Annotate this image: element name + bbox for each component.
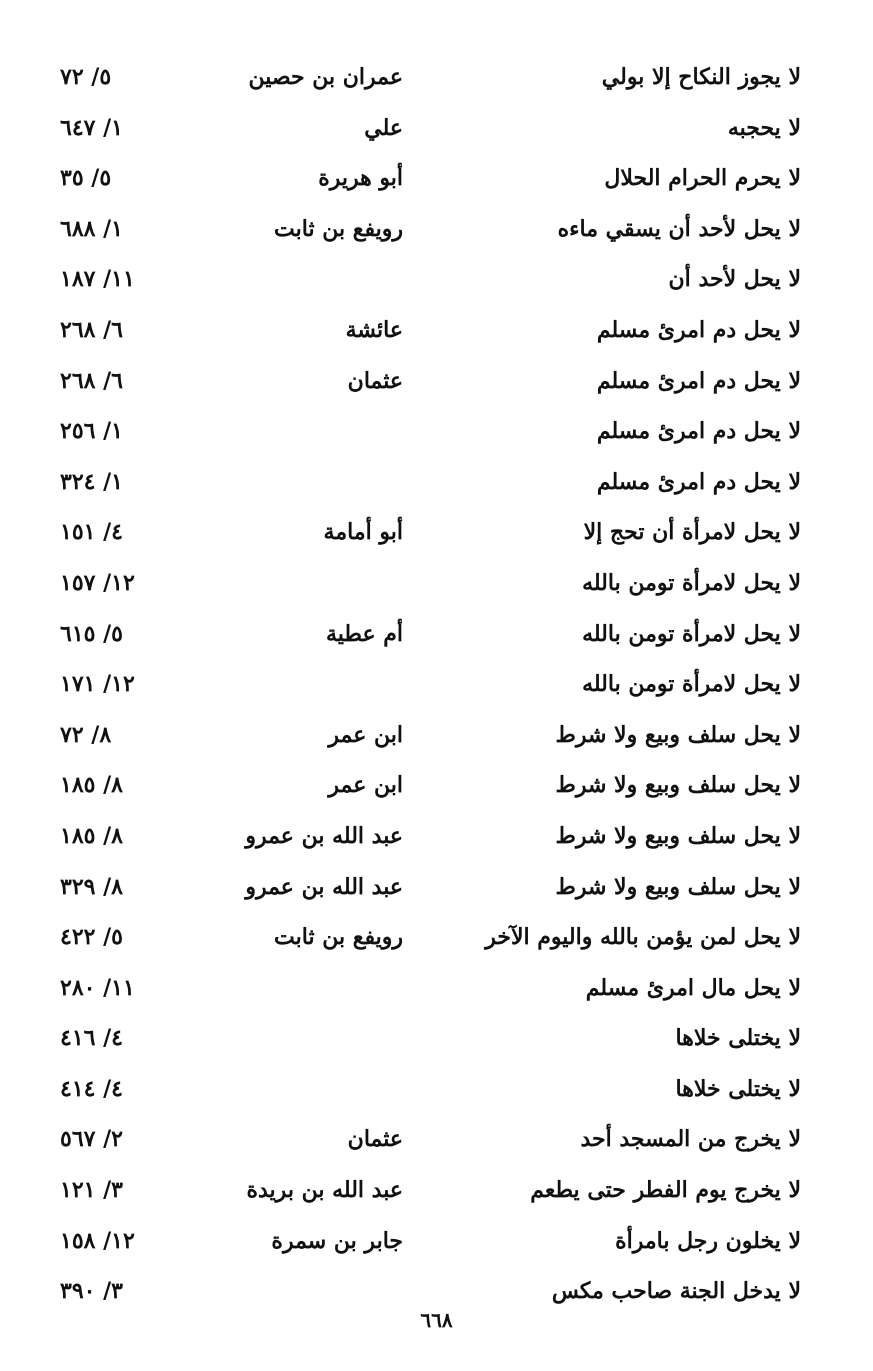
volume-page-reference: ١٢/ ١٥٨ <box>60 1227 135 1254</box>
hadith-text: لا يدخل الجنة صاحب مكس <box>551 1278 801 1305</box>
list-item <box>0 760 873 811</box>
narrator-name: عبد الله بن عمرو <box>245 873 403 900</box>
list-item <box>0 1114 873 1165</box>
page-number: ٦٦٨ <box>420 1308 453 1332</box>
volume-page-reference: ٤/ ٤١٦ <box>60 1025 123 1052</box>
hadith-text: لا يحرم الحرام الحلال <box>604 165 801 192</box>
list-item <box>0 1064 873 1115</box>
list-item <box>0 912 873 963</box>
list-item <box>0 1216 873 1267</box>
narrator-name: عائشة <box>345 316 403 343</box>
narrator-name: عمران بن حصين <box>248 64 403 90</box>
volume-page-reference: ١/ ٦٨٨ <box>60 215 123 242</box>
hadith-text: لا يحل دم امرئ مسلم <box>596 367 801 394</box>
hadith-text: لا يختلى خلاها <box>675 1075 801 1102</box>
narrator-name: علي <box>364 114 403 141</box>
list-item <box>0 558 873 609</box>
volume-page-reference: ٥/ ٦١٥ <box>60 620 123 647</box>
list-item <box>0 1165 873 1216</box>
hadith-index-list <box>0 52 873 1317</box>
volume-page-reference: ٤/ ١٥١ <box>60 519 123 546</box>
volume-page-reference: ٣/ ١٢١ <box>60 1177 123 1204</box>
list-item <box>0 204 873 255</box>
narrator-name: عثمان <box>347 367 403 394</box>
list-item <box>0 507 873 558</box>
volume-page-reference: ١٢/ ١٥٧ <box>60 569 135 596</box>
list-item <box>0 305 873 356</box>
narrator-name: ابن عمر <box>328 772 403 799</box>
narrator-name: أم عطية <box>326 620 403 647</box>
volume-page-reference: ١/ ٣٢٤ <box>60 468 123 495</box>
volume-page-reference: ٤/ ٤١٤ <box>60 1075 123 1102</box>
hadith-text: لا يحل دم امرئ مسلم <box>596 468 801 495</box>
volume-page-reference: ٢/ ٥٦٧ <box>60 1126 123 1153</box>
narrator-name: جابر بن سمرة <box>271 1227 403 1254</box>
list-item <box>0 659 873 710</box>
volume-page-reference: ٦/ ٢٦٨ <box>60 316 123 343</box>
hadith-text: لا يحل لأحد أن يسقي ماءه <box>557 215 801 242</box>
list-item <box>0 710 873 761</box>
hadith-text: لا يحل دم امرئ مسلم <box>596 316 801 343</box>
volume-page-reference: ٥/ ٧٢ <box>60 64 112 90</box>
list-item <box>0 254 873 305</box>
volume-page-reference: ٨/ ٣٢٩ <box>60 873 123 900</box>
list-item <box>0 356 873 407</box>
hadith-text: لا يختلى خلاها <box>675 1025 801 1052</box>
list-item <box>0 609 873 660</box>
list-item <box>0 406 873 457</box>
list-item <box>0 963 873 1014</box>
volume-page-reference: ١/ ٦٤٧ <box>60 114 123 141</box>
volume-page-reference: ٦/ ٢٦٨ <box>60 367 123 394</box>
hadith-text: لا يحل لامرأة أن تحج إلا <box>583 519 801 546</box>
hadith-text: لا يحل سلف وبيع ولا شرط <box>555 772 801 799</box>
volume-page-reference: ٥/ ٤٢٢ <box>60 924 123 951</box>
narrator-name: عبد الله بن عمرو <box>245 822 403 849</box>
hadith-text: لا يحل لامرأة تومن بالله <box>582 569 801 596</box>
list-item <box>0 457 873 508</box>
hadith-text: لا يحل مال امرئ مسلم <box>585 974 801 1001</box>
narrator-name: ابن عمر <box>328 721 403 748</box>
volume-page-reference: ٨/ ١٨٥ <box>60 822 123 849</box>
volume-page-reference: ٨/ ١٨٥ <box>60 772 123 799</box>
narrator-name: عثمان <box>347 1126 403 1153</box>
hadith-text: لا يخرج يوم الفطر حتى يطعم <box>530 1177 801 1204</box>
hadith-text: لا يجوز النكاح إلا بولي <box>601 64 801 90</box>
volume-page-reference: ٥/ ٣٥ <box>60 165 112 192</box>
hadith-text: لا يحل لأحد أن <box>668 266 801 293</box>
hadith-text: لا يحجبه <box>727 114 801 141</box>
list-item <box>0 103 873 154</box>
hadith-text: لا يخلون رجل بامرأة <box>615 1227 801 1254</box>
narrator-name: عبد الله بن بريدة <box>246 1177 403 1204</box>
list-item <box>0 153 873 204</box>
list-item <box>0 1013 873 1064</box>
hadith-text: لا يخرج من المسجد أحد <box>580 1126 801 1153</box>
narrator-name: أبو أمامة <box>323 519 403 546</box>
hadith-text: لا يحل لامرأة تومن بالله <box>582 671 801 698</box>
volume-page-reference: ١١/ ٢٨٠ <box>60 974 135 1001</box>
narrator-name: رويفع بن ثابت <box>274 215 403 242</box>
narrator-name: رويفع بن ثابت <box>274 924 403 951</box>
list-item <box>0 52 873 103</box>
list-item <box>0 862 873 913</box>
hadith-text: لا يحل لامرأة تومن بالله <box>582 620 801 647</box>
volume-page-reference: ٨/ ٧٢ <box>60 721 112 748</box>
hadith-text: لا يحل دم امرئ مسلم <box>596 418 801 445</box>
narrator-name: أبو هريرة <box>318 165 403 192</box>
volume-page-reference: ١٢/ ١٧١ <box>60 671 135 698</box>
hadith-text: لا يحل سلف وبيع ولا شرط <box>555 721 801 748</box>
hadith-text: لا يحل سلف وبيع ولا شرط <box>555 822 801 849</box>
volume-page-reference: ١/ ٢٥٦ <box>60 418 123 445</box>
list-item <box>0 811 873 862</box>
hadith-text: لا يحل لمن يؤمن بالله واليوم الآخر <box>485 924 801 951</box>
volume-page-reference: ٣/ ٣٩٠ <box>60 1278 123 1305</box>
volume-page-reference: ١١/ ١٨٧ <box>60 266 135 293</box>
hadith-text: لا يحل سلف وبيع ولا شرط <box>555 873 801 900</box>
